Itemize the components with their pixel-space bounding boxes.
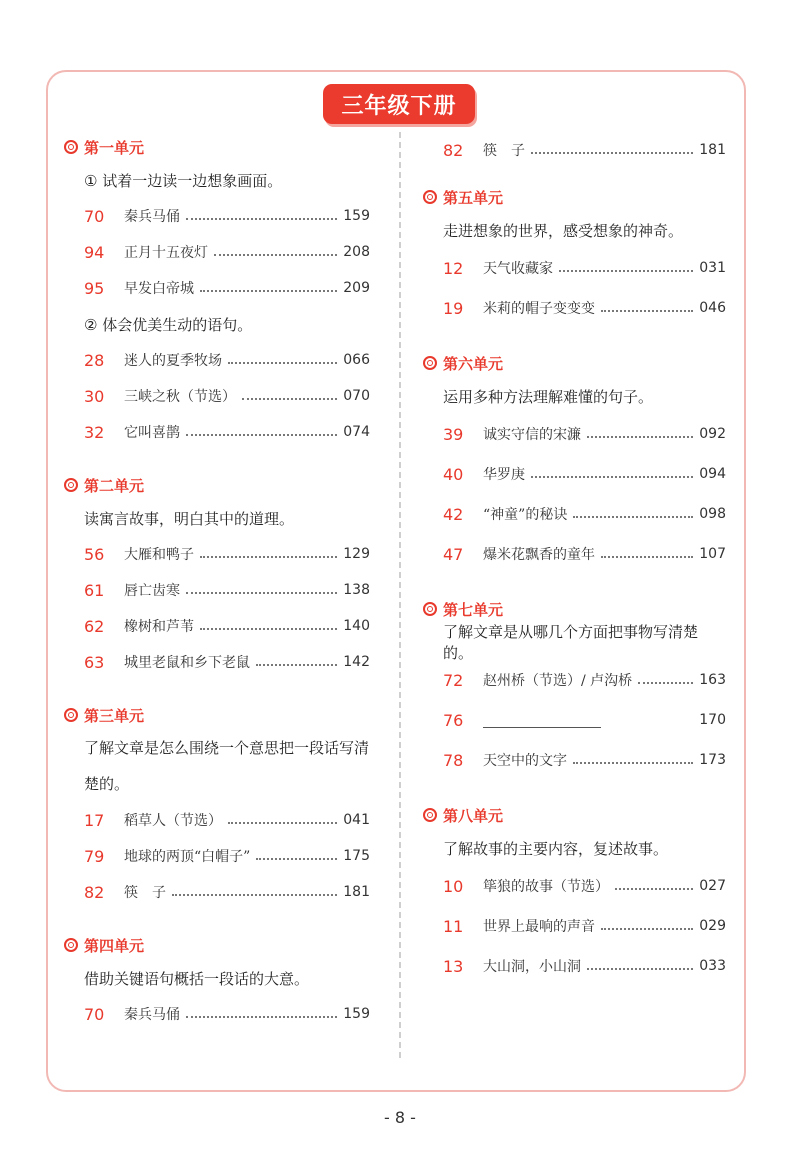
leader-dots [559,270,693,272]
toc-entry[interactable] [423,414,726,454]
bullseye-icon [423,190,437,204]
entry-page: 159 [343,1006,370,1022]
entry-page: 027 [699,878,726,894]
unit-heading [64,470,370,500]
toc-entry[interactable] [64,198,370,234]
bullseye-icon [64,938,78,952]
leader-dots [531,152,693,154]
toc-entry[interactable] [64,414,370,450]
entry-title: 天气收藏家 [483,261,553,277]
unit-title: 第八单元 [443,806,504,825]
entry-number: 42 [443,504,464,524]
entry-page: 173 [699,752,726,768]
toc-entry[interactable] [64,838,370,874]
unit-goal: 走进想象的世界，感受想象的神奇。 [443,221,684,240]
entry-title: 正月十五夜灯 [124,245,208,261]
entry-page: 181 [699,142,726,158]
entry-page: 098 [699,506,726,522]
entry-title: 地球的两顶“白帽子” [124,849,251,865]
entry-title: 秦兵马俑 [124,1007,180,1023]
entry-number: 95 [84,278,105,298]
unit-heading [64,700,370,730]
entry-page: 163 [699,672,726,688]
entry-number: 30 [84,386,105,406]
unit-goal: 了解文章是从哪几个方面把事物写清楚的。 [443,623,699,662]
page-number: - 8 - [384,1108,416,1127]
unit-goal: ① 试着一边读一边想象画面。 [84,171,283,190]
entry-title: 世界上最响的声音 [483,919,595,935]
bullseye-icon [64,140,78,154]
entry-number: 70 [84,1004,105,1024]
unit-title: 第二单元 [84,476,145,495]
entry-number: 82 [84,882,105,902]
toc-entry[interactable] [423,494,726,534]
unit-heading [64,132,370,162]
toc-entry[interactable] [64,378,370,414]
unit-title: 第四单元 [84,936,145,955]
unit-goal: ② 体会优美生动的语句。 [84,315,253,334]
entry-number: 56 [84,544,105,564]
toc-entry[interactable] [64,996,370,1032]
toc-entry[interactable] [64,802,370,838]
entry-title: 诚实守信的宋濂 [483,427,581,443]
toc-entry[interactable] [64,234,370,270]
leader-dots [601,556,693,558]
column-divider [399,132,401,1058]
entry-number: 19 [443,298,464,318]
unit-heading [423,182,726,212]
unit-title: 第三单元 [84,706,145,725]
entry-number: 17 [84,810,105,830]
toc-entry[interactable] [64,874,370,910]
toc-entry[interactable] [423,534,726,574]
entry-number: 12 [443,258,464,278]
unit-title: 第六单元 [443,354,504,373]
right-column [423,132,726,986]
toc-entry[interactable] [423,906,726,946]
unit-goal: 读寓言故事，明白其中的道理。 [84,509,295,528]
leader-dots [601,310,693,312]
leader-dots [256,664,337,666]
unit-goal: 运用多种方法理解难懂的句子。 [443,387,654,406]
unit-title: 第五单元 [443,188,504,207]
entry-page: 031 [699,260,726,276]
entry-number: 78 [443,750,464,770]
page-title: 三年级下册 [323,84,475,124]
entry-number: 32 [84,422,105,442]
entry-number: 13 [443,956,464,976]
entry-page: 074 [343,424,370,440]
entry-number: 82 [443,140,464,160]
leader-dots [214,254,337,256]
entry-number: 63 [84,652,105,672]
bullseye-icon [423,808,437,822]
unit-heading [423,800,726,830]
entry-title: 筚狼的故事（节选） [483,879,609,895]
entry-page: 175 [343,848,370,864]
entry-number: 79 [84,846,105,866]
entry-number: 39 [443,424,464,444]
leader-dots [228,822,337,824]
entry-page: 138 [343,582,370,598]
leader-dots [186,218,337,220]
leader-dots [615,888,693,890]
entry-page: 209 [343,280,370,296]
entry-page: 094 [699,466,726,482]
leader-dots [186,592,337,594]
entry-number: 72 [443,670,464,690]
entry-page: 092 [699,426,726,442]
toc-entry[interactable] [64,342,370,378]
toc-entry[interactable] [64,572,370,608]
entry-title: 华罗庚 [483,467,525,483]
bullseye-icon [64,478,78,492]
entry-page: 140 [343,618,370,634]
entry-number: 40 [443,464,464,484]
entry-number: 94 [84,242,105,262]
entry-title: 大雁和鸭子 [124,547,194,563]
entry-title: 秦兵马俑 [124,209,180,225]
entry-number: 28 [84,350,105,370]
leader-dots [573,762,693,764]
leader-dots [587,436,693,438]
entry-page: 159 [343,208,370,224]
toc-entry[interactable] [423,700,726,740]
toc-entry[interactable] [64,644,370,680]
toc-entry[interactable] [423,946,726,986]
entry-title: 早发白帝城 [124,281,194,297]
entry-number: 11 [443,916,464,936]
unit-goal: 借助关键语句概括一段话的大意。 [84,969,310,988]
leader-dots [186,434,337,436]
leader-dots [531,476,693,478]
entry-page: 033 [699,958,726,974]
unit-heading [423,348,726,378]
toc-entry[interactable] [423,288,726,328]
leader-dots [256,858,337,860]
entry-title: 橡树和芦苇 [124,619,194,635]
entry-page: 181 [343,884,370,900]
entry-title: 大山洞，小山洞 [483,959,581,975]
entry-title: 城里老鼠和乡下老鼠 [124,655,250,671]
entry-title: 米莉的帽子变变变 [483,301,595,317]
leader-dots [200,556,337,558]
unit-goal: 了解故事的主要内容，复述故事。 [443,839,669,858]
bullseye-icon [423,356,437,370]
toc-entry[interactable] [423,660,726,700]
entry-page: 029 [699,918,726,934]
toc-entry[interactable] [423,132,726,168]
entry-title: 稻草人（节选） [124,813,222,829]
entry-title: 赵州桥（节选）/ 卢沟桥 [483,673,633,689]
toc-entry[interactable] [423,740,726,780]
entry-number: 61 [84,580,105,600]
leader-dots [638,682,693,684]
entry-number: 76 [443,710,464,730]
entry-number: 62 [84,616,105,636]
unit-goal: 了解文章是怎么围绕一个意思把一段话写清楚的。 [84,739,370,793]
toc-entry[interactable] [423,454,726,494]
entry-title: 爆米花飘香的童年 [483,547,595,563]
entry-number: 70 [84,206,105,226]
entry-number: 47 [443,544,464,564]
entry-title: 它叫喜鹊 [124,425,180,441]
entry-page: 170 [699,712,726,728]
entry-title: 迷人的夏季牧场 [124,353,222,369]
toc-entry[interactable] [423,866,726,906]
bullseye-icon [64,708,78,722]
entry-title: 唇亡齿寒 [124,583,180,599]
leader-dots [172,894,337,896]
leader-dots [607,722,693,724]
entry-page: 107 [699,546,726,562]
entry-title: 三峡之秋（节选） [124,389,236,405]
entry-number: 10 [443,876,464,896]
entry-title: 筷 子 [124,885,166,901]
toc-entry[interactable] [64,608,370,644]
unit-title: 第一单元 [84,138,145,157]
leader-dots [200,290,337,292]
leader-dots [587,968,693,970]
entry-page: 070 [343,388,370,404]
leader-dots [228,362,337,364]
leader-dots [186,1016,337,1018]
entry-page: 066 [343,352,370,368]
unit-heading [423,594,726,624]
leader-dots [242,398,337,400]
bullseye-icon [423,602,437,616]
entry-page: 142 [343,654,370,670]
leader-dots [200,628,337,630]
leader-dots [601,928,693,930]
leader-dots [573,516,693,518]
entry-page: 208 [343,244,370,260]
toc-entry[interactable] [64,270,370,306]
unit-title: 第七单元 [443,600,504,619]
entry-page: 041 [343,812,370,828]
left-column [64,132,370,1032]
toc-entry[interactable] [423,248,726,288]
blank-title-line [483,713,601,728]
toc-entry[interactable] [64,536,370,572]
entry-title: 筷 子 [483,143,525,159]
entry-title: 天空中的文字 [483,753,567,769]
entry-page: 046 [699,300,726,316]
unit-heading [64,930,370,960]
entry-title: “神童”的秘诀 [483,507,568,523]
entry-page: 129 [343,546,370,562]
